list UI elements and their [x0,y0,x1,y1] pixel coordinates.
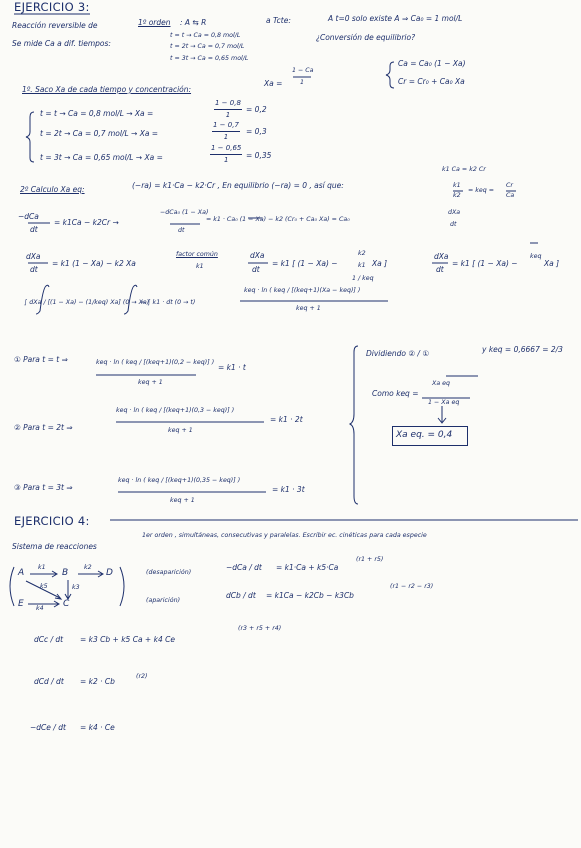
rate-equation: (−ra) = k1·Ca − k2·Cr , En equilibrio (−ra) = 0 , así que: [132,181,344,190]
dxa-num-a: dXa [448,209,461,216]
one-over-keq-den: keq [530,253,542,260]
case-1-rhs: = k1 · t [218,363,246,372]
k1-over-k2-num: k1 [453,182,461,189]
equilibrium-question: ¿Conversión de equilibrio? [316,33,416,42]
row-1-fraction: 1 − 0,8 1 [215,99,241,119]
integral-lhs: ∫ dXa / [(1 − Xa) − (1/keq) Xa] (0 → Xa) [24,299,150,306]
reaction-system-label: Sistema de reacciones [12,542,97,551]
reaction-order: 1º orden [138,18,171,27]
dca-note: (r1 + r5) [356,556,384,563]
factor-k1: k1 [196,263,204,270]
result-xaeq: Xa eq. = 0,4 [396,430,453,440]
species-b: B [62,568,69,578]
xa-formula-num: 1 − Ca [292,67,314,74]
k2-over-k1-num: k2 [358,250,366,257]
aparicion-note: (aparición) [146,597,181,604]
case-3-num: keq · ln ( keq / [(keq+1)(0,35 − keq)] ) [118,477,241,484]
case-2-num: keq · ln ( keq / [(keq+1)(0,3 − keq)] ) [116,407,235,414]
case-2-rhs: = k1 · 2t [270,415,303,424]
como-keq: Como keq = [372,389,419,398]
measurement-3: t = 3t → Ca = 0,65 mol/L [170,55,249,62]
case-2-den: keq + 1 [168,427,193,434]
k1-label: k1 [38,564,46,571]
dcb-note: (r1 − r2 − r3) [390,583,434,590]
xaeq-num: Xa eq [432,380,451,387]
row-2-fraction: 1 − 0,7 1 [213,121,239,141]
row-3-fraction: 1 − 0,65 1 [211,144,242,164]
dca0-num: −dCa₀ (1 − Xa) [160,209,209,216]
dcc-rhs: = k3 Cb + k5 Ca + k4 Ce [80,635,175,644]
case-2-label: ② Para t = 2t ⇒ [14,423,73,432]
xaeq-den: 1 − Xa eq [428,399,460,406]
dcd-rhs: = k2 · Cb [80,677,115,686]
k5-label: k5 [40,583,48,590]
cr-over-ca-den: Ca [506,192,515,199]
factor-comun-label: factor común [176,251,218,258]
integral-result-num: keq · ln ( keq / [(keq+1)(Xa − keq)] ) [244,287,361,294]
species-a: A [18,568,25,578]
temperature-note: a Tcte: [266,16,291,25]
measurement-2: t = 2t → Ca = 0,7 mol/L [170,43,245,50]
reaction-scheme: : A ⇆ R [180,18,207,27]
measurement-1: t = t → Ca = 0,8 mol/L [170,32,241,39]
species-e: E [18,599,24,609]
row-2-result: = 0,3 [246,127,267,136]
case-3-label: ③ Para t = 3t ⇒ [14,483,73,492]
dca-rhs: = k1·Ca + k5·Ca [276,563,339,572]
measurement-intro: Se mide Ca a dif. tiempos: [12,39,111,48]
exercise-4-title: EJERCICIO 4: [14,514,90,528]
species-c: C [63,599,70,609]
k2-over-k1-den: k1 [358,262,366,269]
concentration-relation-r: Cr = Cr₀ + Ca₀ Xa [398,77,465,86]
desaparicion-note: (desaparición) [146,569,192,576]
case-3-rhs: = k1 · 3t [272,485,305,494]
dxa-num-c: dXa [250,251,265,260]
dca-lhs: −dCa / dt [226,563,262,572]
k3-label: k3 [72,584,80,591]
linear-eq-3-tail: Xa ] [544,259,560,268]
linear-eq-1: = k1 (1 − Xa) − k2 Xa [52,259,136,268]
exercise-4-description: 1er orden , simultáneas, consecutivas y paralelas. Escribir ec. cinéticas para cada especie [142,532,427,539]
dca-den: dt [30,225,38,234]
dcc-lhs: dCc / dt [34,635,64,644]
dca0-den: dt [178,227,185,234]
dcb-lhs: dCb / dt [226,591,256,600]
dcd-lhs: dCd / dt [34,677,64,686]
dce-rhs: = k4 · Ce [80,723,115,732]
initial-condition: A t=0 solo existe A ⇒ Ca₀ = 1 mol/L [328,14,463,23]
diff-eq-1: = k1Ca − k2Cr → [54,218,119,227]
linear-eq-3: = k1 [ (1 − Xa) − [452,259,518,268]
exercise-3-title: EJERCICIO 3: [14,0,90,14]
row-3-result: = 0,35 [246,151,272,160]
row-1-result: = 0,2 [246,105,267,114]
reaction-description: Reacción reversible de [12,21,98,30]
inverse-keq-note: 1 / keq [352,275,374,282]
keq-equals: = keq = [468,187,495,194]
cr-over-ca-num: Cr [506,182,513,189]
linear-eq-2: = k1 [ (1 − Xa) − [272,259,338,268]
dcb-rhs: = k1Ca − k2Cb − k3Cb [266,591,354,600]
step-2-title: 2º Calculo Xa eq: [20,185,85,194]
diff-eq-2: = k1 · Ca₀ (1 − Xa) − k2 (Cr₀ + Ca₀ Xa) = Ca₀ [206,216,350,223]
dxa-den-c: dt [252,265,260,274]
dxa-den-d: dt [436,265,444,274]
species-d: D [106,568,113,578]
step-1-title: 1º. Saco Xa de cada tiempo y concentración: [22,85,192,94]
case-1-label: ① Para t = t ⇒ [14,355,68,364]
dxa-num-d: dXa [434,252,449,261]
case-1-num: keq · ln ( keq / [(keq+1)(0,2 − keq)] ) [96,359,215,366]
k1-over-k2-den: k2 [453,192,461,199]
dxa-den-b: dt [30,265,38,274]
dxa-num-b: dXa [26,252,41,261]
xa-formula-den: 1 [300,79,305,86]
k4-label: k4 [36,605,44,612]
dcc-note: (r3 + r5 + r4) [238,625,282,632]
integral-rhs: = ∫ k1 · dt (0 → t) [140,299,196,306]
concentration-relation-a: Ca = Ca₀ (1 − Xa) [398,59,466,68]
xa-formula-lhs: Xa = [264,79,283,88]
dca-num: −dCa [18,212,39,221]
linear-eq-2-tail: Xa ] [372,259,388,268]
dividing-note: Dividiendo ② / ① [366,349,430,358]
case-1-den: keq + 1 [138,379,163,386]
row-2-lhs: t = 2t → Ca = 0,7 mol/L → Xa = [40,129,159,138]
k2-label: k2 [84,564,92,571]
keq-value: y keq = 0,6667 = 2/3 [482,345,563,354]
row-3-lhs: t = 3t → Ca = 0,65 mol/L → Xa = [40,153,163,162]
dcd-note: (r2) [136,673,148,680]
dxa-den-a: dt [450,221,457,228]
dce-lhs: −dCe / dt [30,723,66,732]
row-1-lhs: t = t → Ca = 0,8 mol/L → Xa = [40,109,154,118]
keq-relation: k1 Ca = k2 Cr [442,166,486,173]
case-3-den: keq + 1 [170,497,195,504]
integral-result-den: keq + 1 [296,305,321,312]
